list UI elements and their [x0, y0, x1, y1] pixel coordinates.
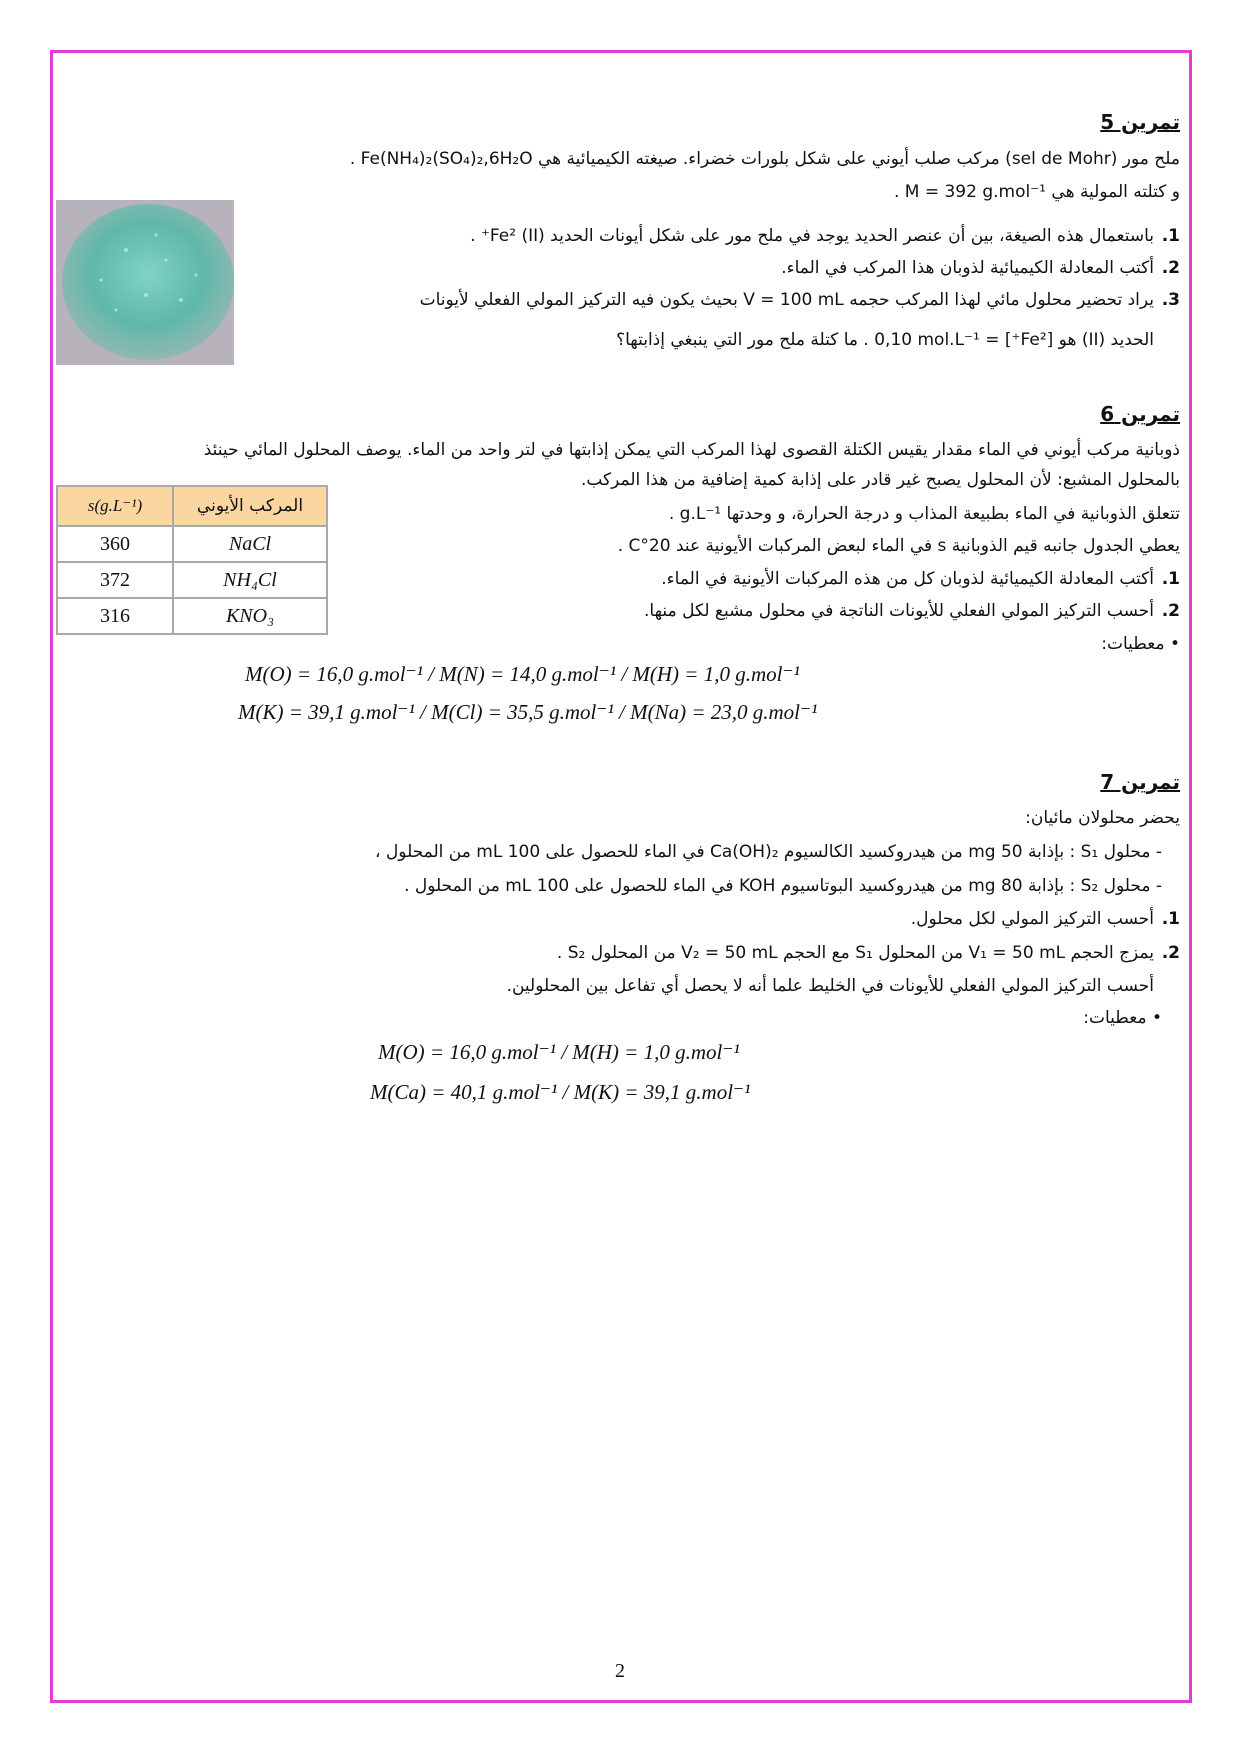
ex7-question-2: 2.يمزج الحجم V₁ = 50 mL من المحلول S₁ مع الحجم V₂ = 50 mL من المحلول S₂ .	[556, 943, 1180, 963]
table-row	[57, 526, 327, 562]
solubility-cell: 360	[57, 526, 173, 562]
mohr-salt-photo	[56, 200, 234, 365]
ex6-intro-line4: يعطي الجدول جانبه قيم الذوبانية s في الماء لبعض المركبات الأيونية عند 20°C .	[617, 536, 1180, 556]
ex6-intro-line1: ذوبانية مركب أيوني في الماء مقدار يقيس الكتلة القصوى لهذا المركب التي يمكن إذابتها في لتر واحد من الماء. يوصف المحلول المائي حينئذ	[203, 440, 1180, 460]
compound-cell: NH₄Cl	[173, 562, 327, 598]
table-row	[57, 598, 327, 634]
solubility-cell: 372	[57, 562, 173, 598]
ex5-intro-line1: ملح مور (sel de Mohr) مركب صلب أيوني على شكل بلورات خضراء. صيغته الكيميائية هي Fe(NH₄)₂(SO₄)₂,6H₂O .	[349, 149, 1180, 169]
ex5-intro-line2: و كتلته المولية هي M = 392 g.mol⁻¹ .	[893, 182, 1180, 202]
exercise-6-title: تمرين 6	[1100, 402, 1180, 426]
ex6-data-label: • معطيات:	[1101, 634, 1180, 654]
header-solubility: s(g.L⁻¹)	[57, 486, 173, 526]
ex5-question-3: 3.يراد تحضير محلول مائي لهذا المركب حجمه V = 100 mL بحيث يكون فيه التركيز المولي الفعلي لأيونات	[419, 290, 1180, 310]
ex7-molar-masses-2: M(Ca) = 40,1 g.mol⁻¹ / M(K) = 39,1 g.mol⁻¹	[370, 1080, 751, 1104]
ex7-question-2-cont: أحسب التركيز المولي الفعلي للأيونات في الخليط علما أنه لا يحصل أي تفاعل بين المحلولين.	[506, 976, 1154, 996]
table-row	[57, 562, 327, 598]
exercise-7-title: تمرين 7	[1100, 770, 1180, 794]
ex7-question-1: 1.أحسب التركيز المولي لكل محلول.	[910, 909, 1180, 929]
ex7-data-label: • معطيات:	[1083, 1008, 1162, 1028]
solubility-cell: 316	[57, 598, 173, 634]
ex5-question-1: 1.باستعمال هذه الصيغة، بين أن عنصر الحديد يوجد في ملح مور على شكل أيونات الحديد (II) Fe²⁺ .	[470, 226, 1180, 246]
exercise-5-title: تمرين 5	[1100, 110, 1180, 134]
compound-cell: KNO₃	[173, 598, 327, 634]
compound-cell: NaCl	[173, 526, 327, 562]
ex6-intro-line2: بالمحلول المشبع: لأن المحلول يصبح غير قادر على إذابة كمية إضافية من هذا المركب.	[580, 470, 1180, 490]
ex6-question-2: 2.أحسب التركيز المولي الفعلي للأيونات الناتجة في محلول مشبع لكل منها.	[644, 601, 1180, 621]
ex7-solution-s2: - محلول S₂ : بإذابة 80 mg من هيدروكسيد البوتاسيوم KOH في الماء للحصول على 100 mL من المحلول .	[404, 876, 1162, 896]
solubility-table	[56, 485, 328, 635]
ex7-intro: يحضر محلولان مائيان:	[1025, 808, 1180, 828]
ex6-intro-line3: تتعلق الذوبانية في الماء بطبيعة المذاب و درجة الحرارة، و وحدتها g.L⁻¹ .	[668, 504, 1180, 524]
ex5-question-3-cont: الحديد (II) هو [Fe²⁺] = 0,10 mol.L⁻¹ . ما كتلة ملح مور التي ينبغي إذابتها؟	[616, 330, 1154, 350]
header-compound: المركب الأيوني	[173, 486, 327, 526]
ex6-molar-masses-2: M(K) = 39,1 g.mol⁻¹ / M(Cl) = 35,5 g.mol⁻¹ / M(Na) = 23,0 g.mol⁻¹	[238, 700, 818, 724]
page-number: 2	[615, 1660, 625, 1682]
ex7-molar-masses-1: M(O) = 16,0 g.mol⁻¹ / M(H) = 1,0 g.mol⁻¹	[378, 1040, 740, 1064]
ex7-solution-s1: - محلول S₁ : بإذابة 50 mg من هيدروكسيد الكالسيوم Ca(OH)₂ في الماء للحصول على 100 mL من المحلول ،	[375, 842, 1162, 862]
table-header-row	[57, 486, 327, 526]
ex5-question-2: 2.أكتب المعادلة الكيميائية لذوبان هذا المركب في الماء.	[781, 258, 1180, 278]
ex6-question-1: 1.أكتب المعادلة الكيميائية لذوبان كل من هذه المركبات الأيونية في الماء.	[661, 569, 1180, 589]
ex6-molar-masses-1: M(O) = 16,0 g.mol⁻¹ / M(N) = 14,0 g.mol⁻¹ / M(H) = 1,0 g.mol⁻¹	[245, 662, 800, 686]
